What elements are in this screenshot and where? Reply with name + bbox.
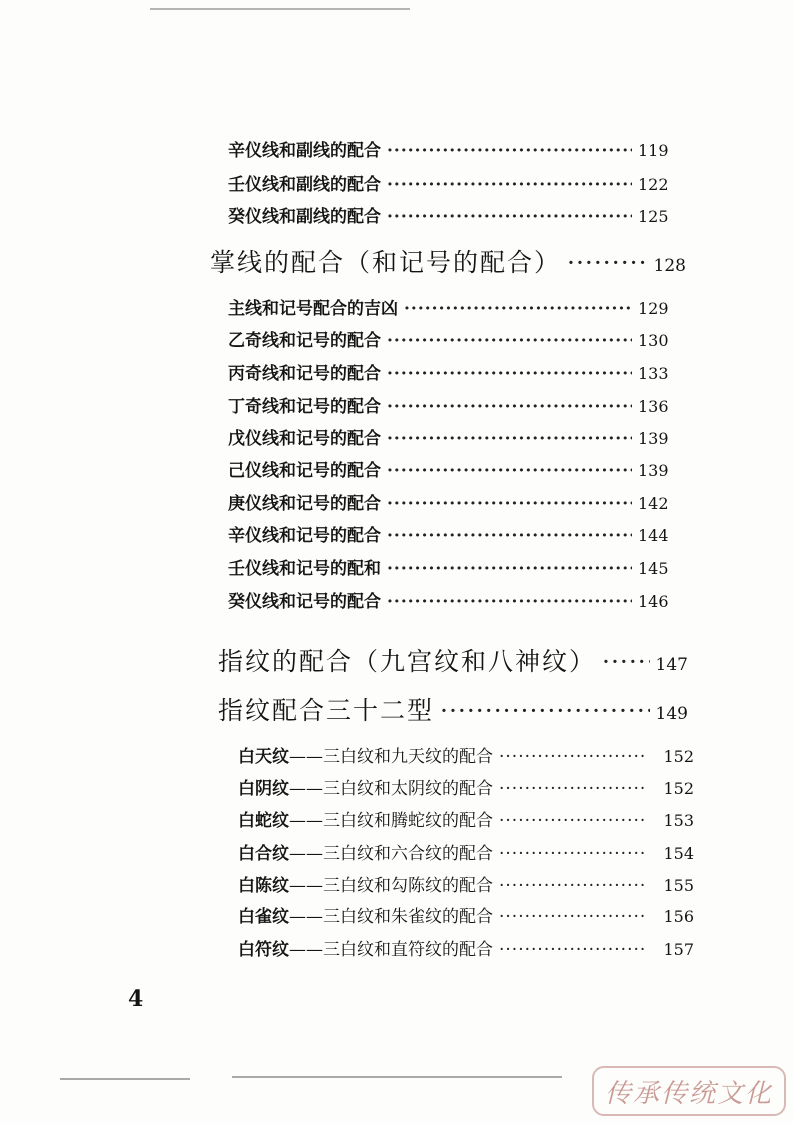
toc-entry-title: 癸仪线和副线的配合 <box>228 207 381 227</box>
toc-chapter-title: 指纹配合三十二型 <box>218 696 435 725</box>
pattern-name: 白蛇纹 <box>238 811 289 831</box>
scan-mark-top <box>150 8 410 10</box>
pattern-page: 152 <box>663 747 694 766</box>
toc-entry-page: 122 <box>638 175 669 194</box>
toc-chapter <box>218 691 688 727</box>
toc-entry-title: 辛仪线和副线的配合 <box>228 141 381 161</box>
dot-leader <box>387 592 632 612</box>
toc-entry-title: 癸仪线和记号的配合 <box>228 592 381 612</box>
toc-entry <box>228 456 684 481</box>
dot-leader <box>440 696 650 725</box>
pattern-desc: ——三白纹和直符纹的配合 <box>289 940 493 960</box>
dot-leader <box>387 207 632 227</box>
pattern-page: 154 <box>663 844 694 863</box>
pattern-desc: ——三白纹和太阴纹的配合 <box>289 779 493 799</box>
toc-entry-page: 139 <box>638 461 669 480</box>
toc-entry-title: 己仪线和记号的配合 <box>228 461 381 481</box>
toc-entry-title: 乙奇线和记号的配合 <box>228 331 381 351</box>
toc-entry <box>228 587 684 612</box>
toc-entry-title: 丙奇线和记号的配合 <box>228 364 381 384</box>
pattern-entry <box>238 774 694 799</box>
toc-entry-page: 136 <box>638 397 669 416</box>
dot-leader <box>499 876 646 896</box>
toc-entry-page: 142 <box>638 494 669 513</box>
dot-leader <box>499 747 646 767</box>
toc-chapter <box>218 642 688 678</box>
toc-entry-page: 125 <box>638 207 669 226</box>
pattern-name: 白雀纹 <box>238 907 289 927</box>
scan-mark-bottom-left <box>60 1078 190 1080</box>
toc-entry-title: 丁奇线和记号的配合 <box>228 397 381 417</box>
dot-leader <box>387 364 632 384</box>
toc-entry-title: 壬仪线和记号的配和 <box>228 559 381 579</box>
pattern-desc: ——三白纹和朱雀纹的配合 <box>289 907 493 927</box>
toc-entry-page: 139 <box>638 429 669 448</box>
toc-entry <box>228 294 684 319</box>
pattern-entry <box>238 839 694 864</box>
dot-leader <box>567 248 648 277</box>
dot-leader <box>387 141 632 161</box>
dot-leader <box>387 526 632 546</box>
pattern-desc: ——三白纹和勾陈纹的配合 <box>289 876 493 896</box>
page-number: 4 <box>128 986 144 1012</box>
toc-entry-page: 146 <box>638 592 669 611</box>
pattern-desc: ——三白纹和六合纹的配合 <box>289 844 493 864</box>
pattern-entry <box>238 871 694 896</box>
toc-entry-title: 辛仪线和记号的配合 <box>228 526 381 546</box>
pattern-entry <box>238 806 694 831</box>
toc-entry-page: 133 <box>638 364 669 383</box>
pattern-entry <box>238 935 694 960</box>
toc-entry-title: 主线和记号配合的吉凶 <box>228 299 398 319</box>
toc-entry <box>228 326 684 351</box>
pattern-desc: ——三白纹和九天纹的配合 <box>289 747 493 767</box>
pattern-name: 白阴纹 <box>238 779 289 799</box>
pattern-name: 白合纹 <box>238 844 289 864</box>
dot-leader <box>387 331 632 351</box>
dot-leader <box>499 779 646 799</box>
toc-chapter <box>210 243 686 279</box>
pattern-desc: ——三白纹和腾蛇纹的配合 <box>289 811 493 831</box>
toc-chapter-page: 149 <box>655 704 688 724</box>
pattern-entry <box>238 902 694 927</box>
toc-entry <box>228 489 684 514</box>
toc-entry-page: 119 <box>638 141 669 160</box>
toc-entry <box>228 170 684 195</box>
dot-leader <box>499 940 646 960</box>
toc-entry-page: 129 <box>638 299 669 318</box>
toc-chapter-page: 147 <box>655 655 688 675</box>
pattern-name: 白陈纹 <box>238 876 289 896</box>
pattern-page: 156 <box>663 907 694 926</box>
dot-leader <box>602 647 650 676</box>
dot-leader <box>387 429 632 449</box>
toc-entry <box>228 359 684 384</box>
dot-leader <box>387 397 632 417</box>
dot-leader <box>387 461 632 481</box>
toc-entry <box>228 554 684 579</box>
toc-entry <box>228 521 684 546</box>
dot-leader <box>387 559 632 579</box>
pattern-entry <box>238 742 694 767</box>
pattern-page: 157 <box>663 940 694 959</box>
watermark-stamp: 传承传统文化 <box>592 1066 786 1116</box>
toc-entry-page: 130 <box>638 331 669 350</box>
dot-leader <box>404 299 632 319</box>
toc-entry <box>228 424 684 449</box>
toc-entry <box>228 136 684 161</box>
toc-entry-title: 戊仪线和记号的配合 <box>228 429 381 449</box>
dot-leader <box>499 844 646 864</box>
toc-entry <box>228 202 684 227</box>
dot-leader <box>499 811 646 831</box>
toc-chapter-title: 掌线的配合（和记号的配合） <box>210 248 562 277</box>
dot-leader <box>387 494 632 514</box>
dot-leader <box>387 175 632 195</box>
pattern-name: 白天纹 <box>238 747 289 767</box>
toc-entry-page: 144 <box>638 526 669 545</box>
pattern-name: 白符纹 <box>238 940 289 960</box>
scan-mark-bottom-mid <box>232 1076 562 1078</box>
toc-entry-title: 壬仪线和副线的配合 <box>228 175 381 195</box>
toc-entry <box>228 392 684 417</box>
toc-entry-title: 庚仪线和记号的配合 <box>228 494 381 514</box>
toc-entry-page: 145 <box>638 559 669 578</box>
pattern-page: 155 <box>663 876 694 895</box>
dot-leader <box>499 907 646 927</box>
toc-chapter-page: 128 <box>653 256 686 276</box>
pattern-page: 152 <box>663 779 694 798</box>
pattern-page: 153 <box>663 811 694 830</box>
toc-chapter-title: 指纹的配合（九宫纹和八神纹） <box>218 647 597 676</box>
